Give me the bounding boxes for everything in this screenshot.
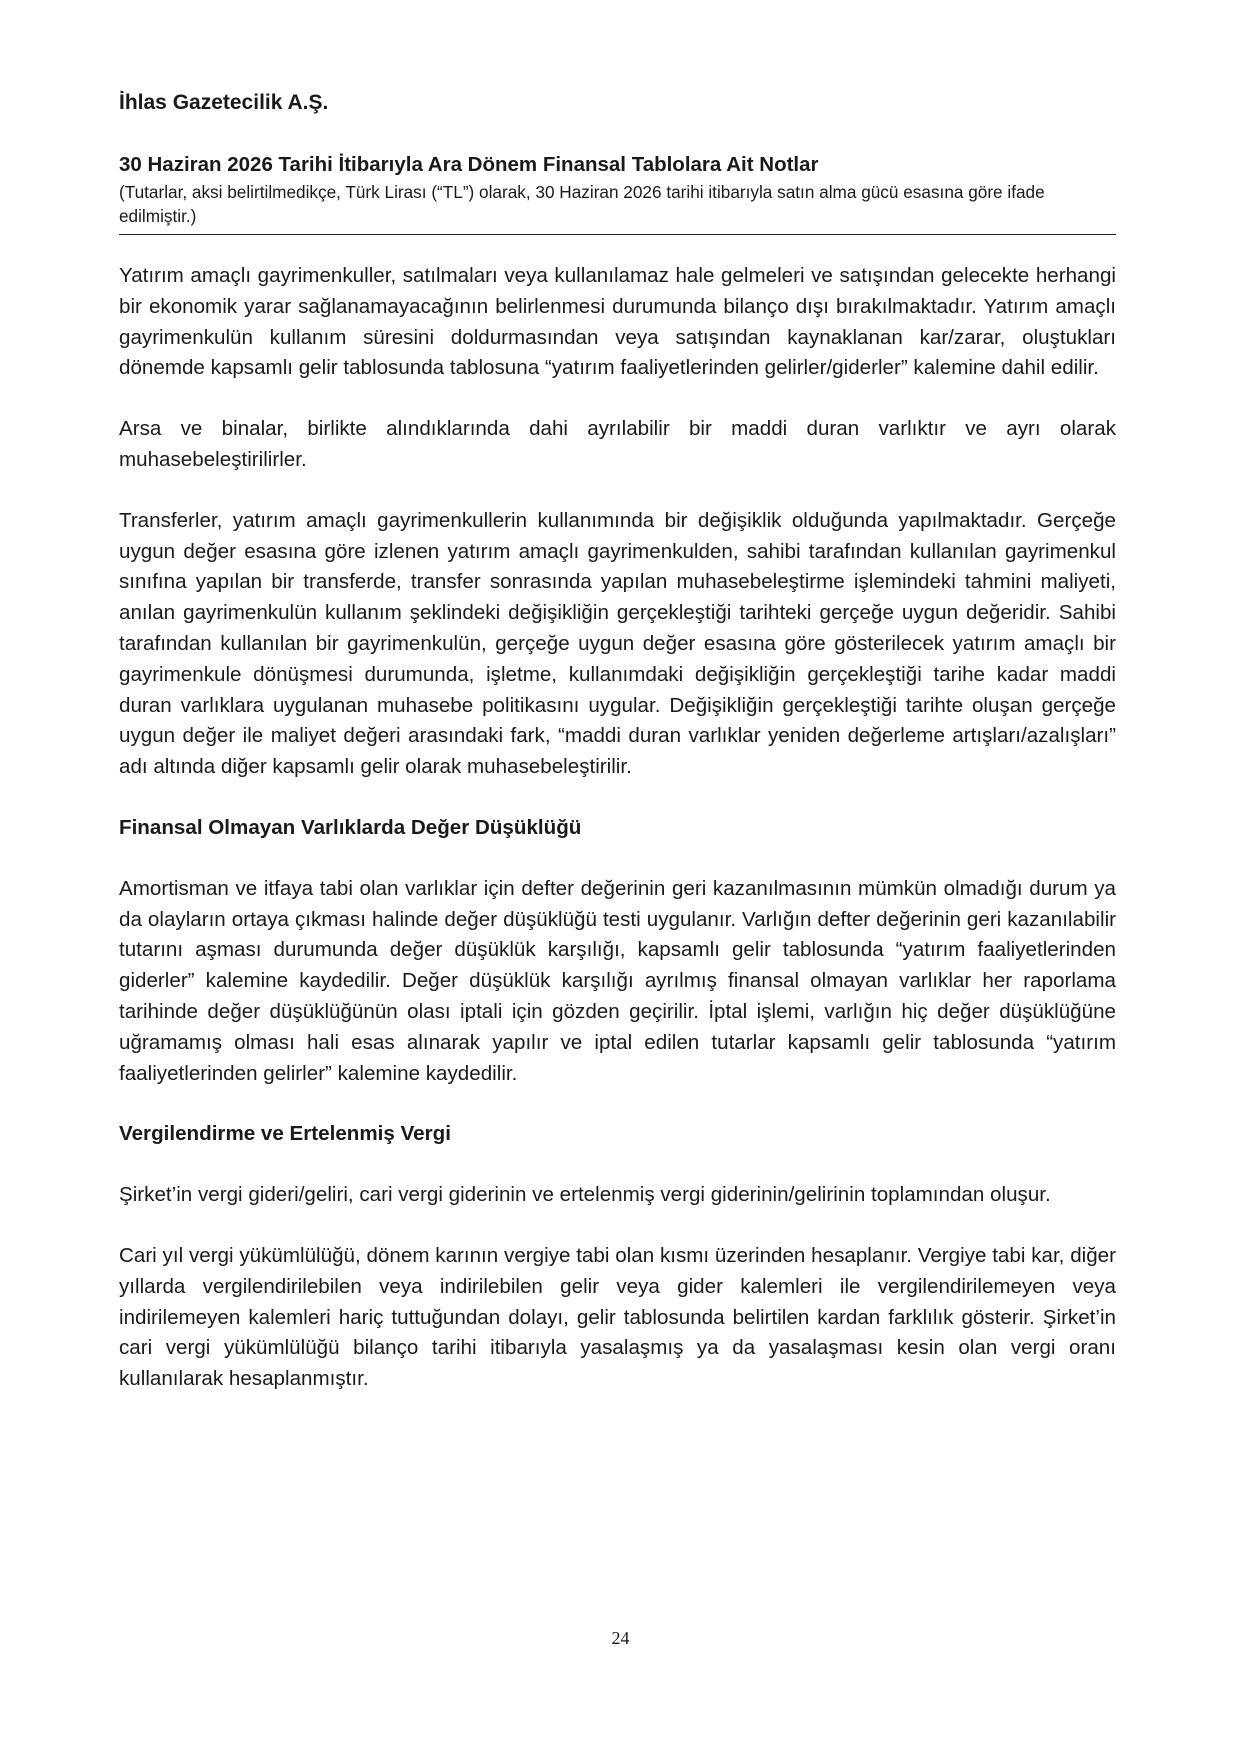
paragraph-transfers: Transferler, yatırım amaçlı gayrimenkullerin kullanımında bir değişiklik olduğunda yapılmaktadır. Gerçeğe uygun değer esasına göre izlenen yatırım amaçlı gayrimenkulden, sahibi tarafından kullanılan gayrimenkul sınıfına yapılan bir transferde, transfer sonrasında yapılan muhasebeleştirme işlemindeki tahmini maliyeti, anılan gayrimenkulün kullanım şeklindeki değişikliğin gerçekleştiği tarihteki gerçeğe uygun değeridir. Sahibi tarafından kullanılan bir gayrimenkulün, gerçeğe uygun değer esasına göre gösterilecek yatırım amaçlı bir gayrimenkule dönüşmesi durumunda, işletme, kullanımdaki değişikliğin gerçekleştiği tarihe kadar maddi duran varlıklara uygulanan muhasebe politikasını uygular. Değişikliğin gerçekleştiği tarihte oluşan gerçeğe uygun değer ile maliyet değeri arasındaki fark, “maddi duran varlıklar yeniden değerleme artışları/azalışları” adı altında diğer kapsamlı gelir olarak muhasebeleştirilir. bbox=[119, 508, 1116, 779]
header-divider bbox=[119, 234, 1116, 235]
paragraph-tax-expense: Şirket’in vergi gideri/geliri, cari vergi giderinin ve ertelenmiş vergi giderinin/gelirinin toplamından oluşur. bbox=[119, 1183, 1051, 1207]
paragraph-impairment: Amortisman ve itfaya tabi olan varlıklar için defter değerinin geri kazanılmasının mümkün olmadığı durum ya da olayların ortaya çıkması halinde değer düşüklüğü testi uygulanır. Varlığın defter değerinin geri kazanılabilir tutarını aşması durumunda değer düşüklük karşılığı, kapsamlı gelir tablosunda “yatırım faaliyetlerinden giderler” kalemine kaydedilir. Değer düşüklük karşılığı ayrılmış finansal olmayan varlıklar her raporlama tarihinde değer düşüklüğünün olası iptali için gözden geçirilir. İptal işlemi, varlığın hiç değer düşüklüğüne uğramamış olması hali esas alınarak yapılır ve iptal edilen tutarlar kapsamlı gelir tablosunda “yatırım faaliyetlerinden gelirler” kalemine kaydedilir. bbox=[119, 876, 1116, 1085]
document-subtitle: (Tutarlar, aksi belirtilmedikçe, Türk Lirası (“TL”) olarak, 30 Haziran 2026 tarihi itibarıyla satın alma gücü esasına göre ifade edilmiştir.) bbox=[119, 182, 1045, 226]
section-heading-impairment: Finansal Olmayan Varlıklarda Değer Düşüklüğü bbox=[119, 815, 582, 839]
paragraph-land-and-buildings: Arsa ve binalar, birlikte alındıklarında dahi ayrılabilir bir maddi duran varlıktır ve ayrı olarak muhasebeleştirilirler. bbox=[119, 417, 1116, 471]
document-title: 30 Haziran 2026 Tarihi İtibarıyla Ara Dönem Finansal Tablolara Ait Notlar bbox=[119, 153, 819, 176]
section-heading-taxation: Vergilendirme ve Ertelenmiş Vergi bbox=[119, 1122, 451, 1146]
page-number: 24 bbox=[611, 1628, 630, 1648]
page-body bbox=[119, 261, 1116, 1425]
paragraph-investment-property-derecognition: Yatırım amaçlı gayrimenkuller, satılmaları veya kullanılamaz hale gelmeleri ve satışından gelecekte herhangi bir ekonomik yarar sağlanamayacağının belirlenmesi durumunda bilanço dışı bırakılmaktadır. Yatırım amaçlı gayrimenkulün kullanım süresini doldurmasından veya satışından kaynaklanan kar/zarar, oluştukları dönemde kapsamlı gelir tablosunda tablosuna “yatırım faaliyetlerinden gelirler/giderler” kalemine dahil edilir. bbox=[119, 264, 1116, 380]
company-name: İhlas Gazetecilik A.Ş. bbox=[119, 91, 329, 114]
paragraph-current-tax: Cari yıl vergi yükümlülüğü, dönem karının vergiye tabi olan kısmı üzerinden hesaplanır. Vergiye tabi kar, diğer yıllarda vergilendirilebilen veya indirilebilen gelir veya gider kalemleri ile vergilendirilemeyen veya indirilemeyen kalemleri hariç tuttuğundan dolayı, gelir tablosunda belirtilen kardan farklılık gösterir. Şirket’in cari vergi yükümlülüğü bilanço tarihi itibarıyla yasalaşmış ya da yasalaşması kesin olan vergi oranı kullanılarak hesaplanmıştır. bbox=[119, 1243, 1116, 1391]
